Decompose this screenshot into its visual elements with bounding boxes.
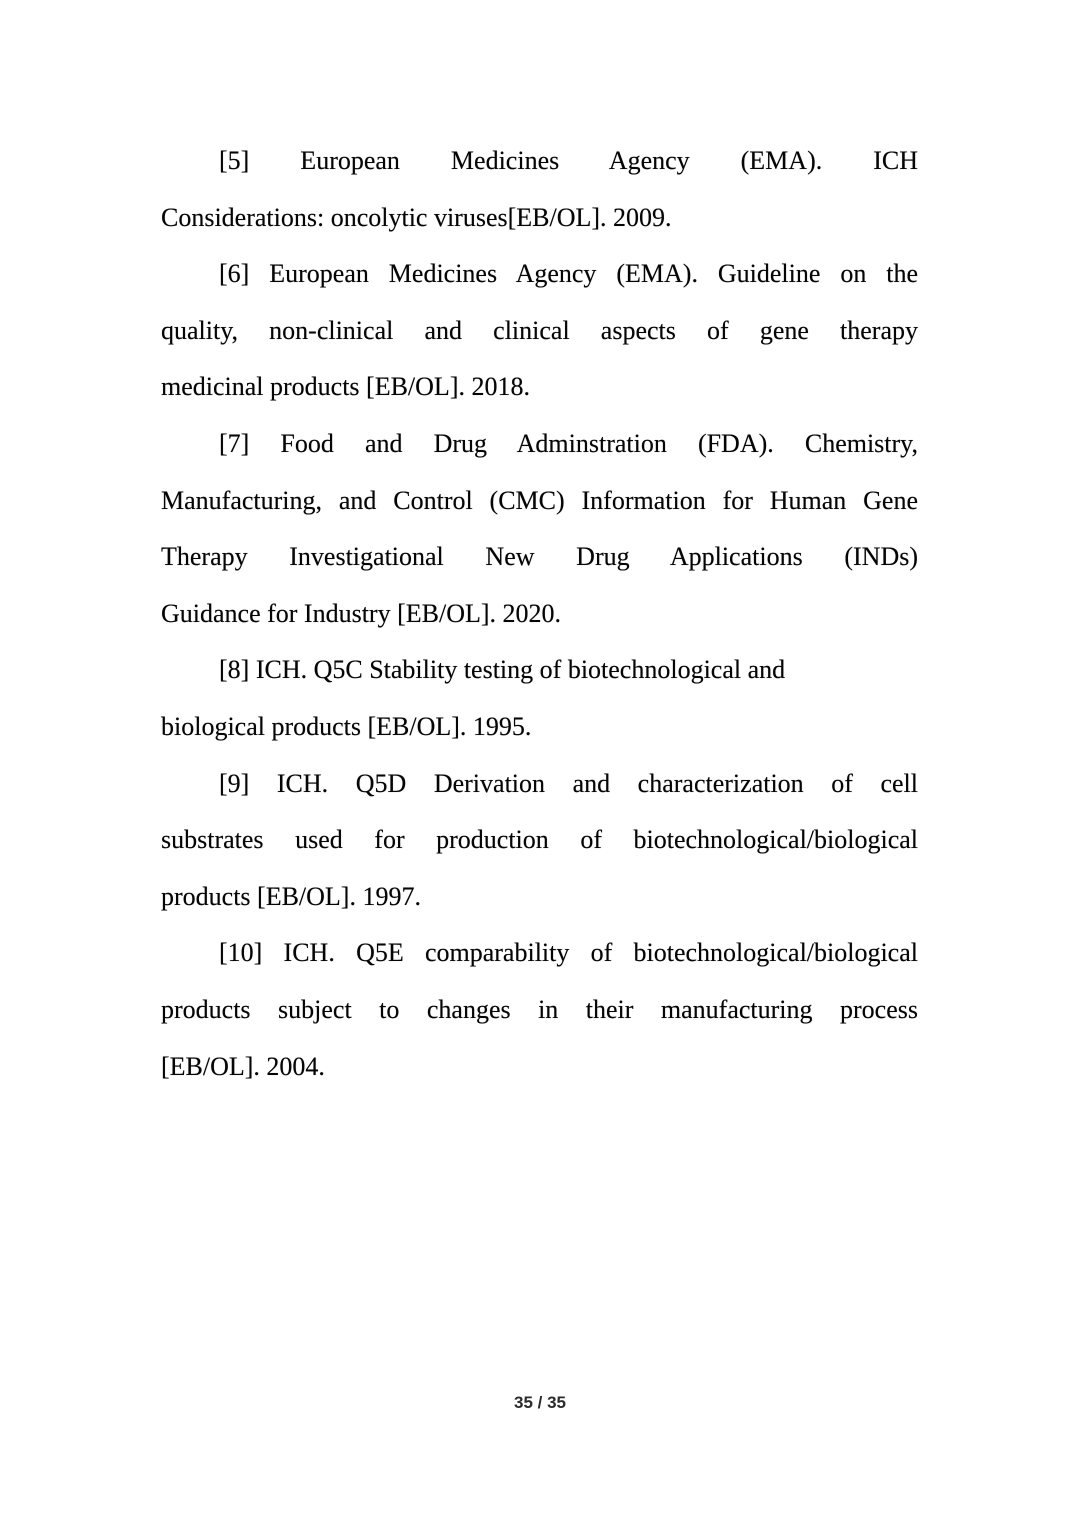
reference-10 — [161, 925, 918, 1095]
reference-line: Guidance for Industry [EB/OL]. 2020. — [161, 598, 562, 628]
references-section — [161, 133, 918, 1095]
reference-line: medicinal products [EB/OL]. 2018. — [161, 372, 530, 402]
reference-line: [7] Food and Drug Adminstration (FDA). Chemistry, — [219, 428, 918, 458]
reference-line: products [EB/OL]. 1997. — [161, 881, 421, 911]
reference-5 — [161, 133, 918, 246]
reference-line: [10] ICH. Q5E comparability of biotechnological/biological — [219, 938, 918, 968]
reference-line: quality, non-clinical and clinical aspects of gene therapy — [161, 315, 918, 345]
reference-line: [8] ICH. Q5C Stability testing of biotechnological and — [219, 655, 786, 685]
reference-line: [EB/OL]. 2004. — [161, 1051, 325, 1081]
reference-line: Manufacturing, and Control (CMC) Information for Human Gene — [161, 485, 918, 515]
reference-line: [5] European Medicines Agency (EMA). ICH — [219, 146, 918, 175]
reference-6 — [161, 246, 918, 416]
reference-line: Therapy Investigational New Drug Applications (INDs) — [161, 542, 918, 572]
reference-line: Considerations: oncolytic viruses[EB/OL]. 2009. — [161, 202, 672, 232]
reference-line: products subject to changes in their manufacturing process — [161, 994, 918, 1024]
reference-line: substrates used for production of biotechnological/biological — [161, 825, 918, 855]
reference-8 — [161, 642, 918, 755]
reference-line: [6] European Medicines Agency (EMA). Guideline on the — [219, 259, 918, 289]
page-number: 35 / 35 — [514, 1393, 566, 1412]
reference-line: [9] ICH. Q5D Derivation and characterization of cell — [219, 768, 918, 798]
reference-9 — [161, 756, 918, 926]
reference-7 — [161, 416, 918, 642]
reference-line: biological products [EB/OL]. 1995. — [161, 711, 532, 741]
